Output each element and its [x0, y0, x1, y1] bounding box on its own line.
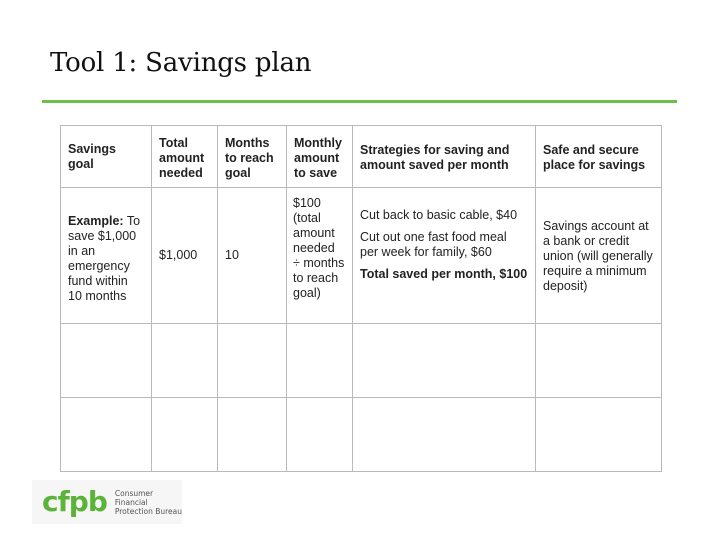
- strategy-item: Cut out one fast food meal per week for family, $60: [360, 230, 507, 259]
- strategies-total: Total saved per month, $100: [360, 267, 528, 281]
- blank-cell[interactable]: [287, 398, 353, 472]
- blank-cell[interactable]: [536, 324, 662, 398]
- blank-cell[interactable]: [152, 324, 218, 398]
- cell-example-months: [218, 188, 287, 324]
- header-months: Months to reach goal: [218, 126, 287, 188]
- cell-example-total: [152, 188, 218, 324]
- cell-example-monthly: [287, 188, 353, 324]
- blank-cell[interactable]: [353, 324, 536, 398]
- blank-cell[interactable]: [61, 398, 152, 472]
- example-monthly-value: $100 (total amount needed ÷ months to reach goal): [293, 196, 345, 300]
- blank-cell[interactable]: [218, 324, 287, 398]
- cell-example-strategies: [353, 188, 536, 324]
- cfpb-logo-text: [115, 489, 182, 516]
- example-months-value: 10: [225, 248, 239, 262]
- slide-title: Tool 1: Savings plan: [50, 48, 312, 78]
- header-safe-place: Safe and secure place for savings: [536, 126, 662, 188]
- blank-cell[interactable]: [61, 324, 152, 398]
- header-monthly-amount: Monthly amount to save: [287, 126, 353, 188]
- cfpb-logo-mark: cfpb: [42, 485, 107, 518]
- table-row-example: [61, 188, 662, 324]
- logo-line-2: Protection Bureau: [114, 506, 182, 516]
- cell-example-safe-place: [536, 188, 662, 324]
- header-strategies: Strategies for saving and amount saved per month: [353, 126, 536, 188]
- savings-plan-table: [60, 125, 662, 472]
- blank-cell[interactable]: [152, 398, 218, 472]
- blank-cell[interactable]: [287, 324, 353, 398]
- table-row-blank: [61, 398, 662, 472]
- header-total-amount: Total amount needed: [152, 126, 218, 188]
- example-label: Example:: [68, 213, 124, 228]
- example-safe-place-value: Savings account at a bank or credit union (will generally require a minimum deposit): [543, 219, 653, 293]
- blank-cell[interactable]: [218, 398, 287, 472]
- table-row-blank: [61, 324, 662, 398]
- blank-cell[interactable]: [536, 398, 662, 472]
- strategy-item: Cut back to basic cable, $40: [360, 208, 518, 222]
- logo-line-1: Consumer Financial: [114, 488, 154, 507]
- header-savings-goal: Savings goal: [61, 126, 152, 188]
- example-goal-text: To save $1,000 in an emergency fund within 10 months: [68, 213, 141, 303]
- cfpb-logo: [32, 480, 182, 524]
- cell-example-goal: [61, 188, 152, 324]
- title-divider: [42, 100, 677, 103]
- example-total-value: $1,000: [159, 248, 198, 262]
- table-header-row: [61, 126, 662, 188]
- blank-cell[interactable]: [353, 398, 536, 472]
